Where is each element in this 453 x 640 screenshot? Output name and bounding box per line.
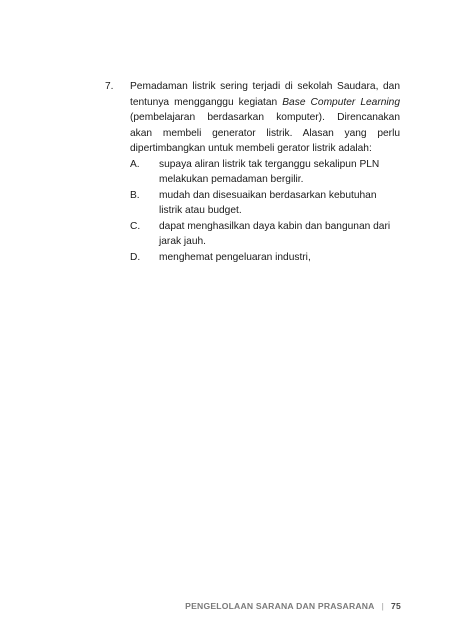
question-7 <box>105 79 400 265</box>
option-text: dapat menghasilkan daya kabin dan bangunan dari jarak jauh. <box>159 220 391 247</box>
page-number: 75 <box>391 601 401 611</box>
option-a <box>130 157 400 188</box>
option-letter: C. <box>130 220 141 232</box>
question-line-1: Pemadaman listrik sering terjadi di sekolah Saudara, dan <box>130 81 400 92</box>
option-text: menghemat pengeluaran industri, <box>159 251 311 263</box>
question-italic-term: Base Computer Learning <box>282 96 400 108</box>
footer-separator: | <box>381 601 385 611</box>
question-line-5: dipertimbangkan untuk membeli gerator listrik adalah: <box>130 143 372 154</box>
option-letter: D. <box>130 251 141 263</box>
question-text <box>130 79 400 157</box>
option-b <box>130 188 400 219</box>
option-c <box>130 219 400 250</box>
page-footer <box>185 601 401 611</box>
footer-title: PENGELOLAAN SARANA DAN PRASARANA <box>185 601 375 611</box>
question-line-2 <box>130 95 400 111</box>
option-letter: A. <box>130 158 140 170</box>
option-letter: B. <box>130 189 140 201</box>
option-text: mudah dan disesuaikan berdasarkan kebutuhan listrik atau budget. <box>159 189 377 216</box>
question-number: 7. <box>105 81 114 92</box>
option-d <box>130 250 400 266</box>
question-line-2-text: tentunya mengganggu kegiatan <box>130 96 283 108</box>
question-line-3: (pembelajaran berdasarkan komputer). Direncanakan <box>130 112 400 123</box>
option-text: supaya aliran listrik tak terganggu sekalipun PLN melakukan pemadaman bergilir. <box>159 158 380 185</box>
question-stem <box>105 79 400 157</box>
question-line-4: akan membeli generator listrik. Alasan yang perlu <box>130 127 400 139</box>
answer-options <box>130 157 400 266</box>
